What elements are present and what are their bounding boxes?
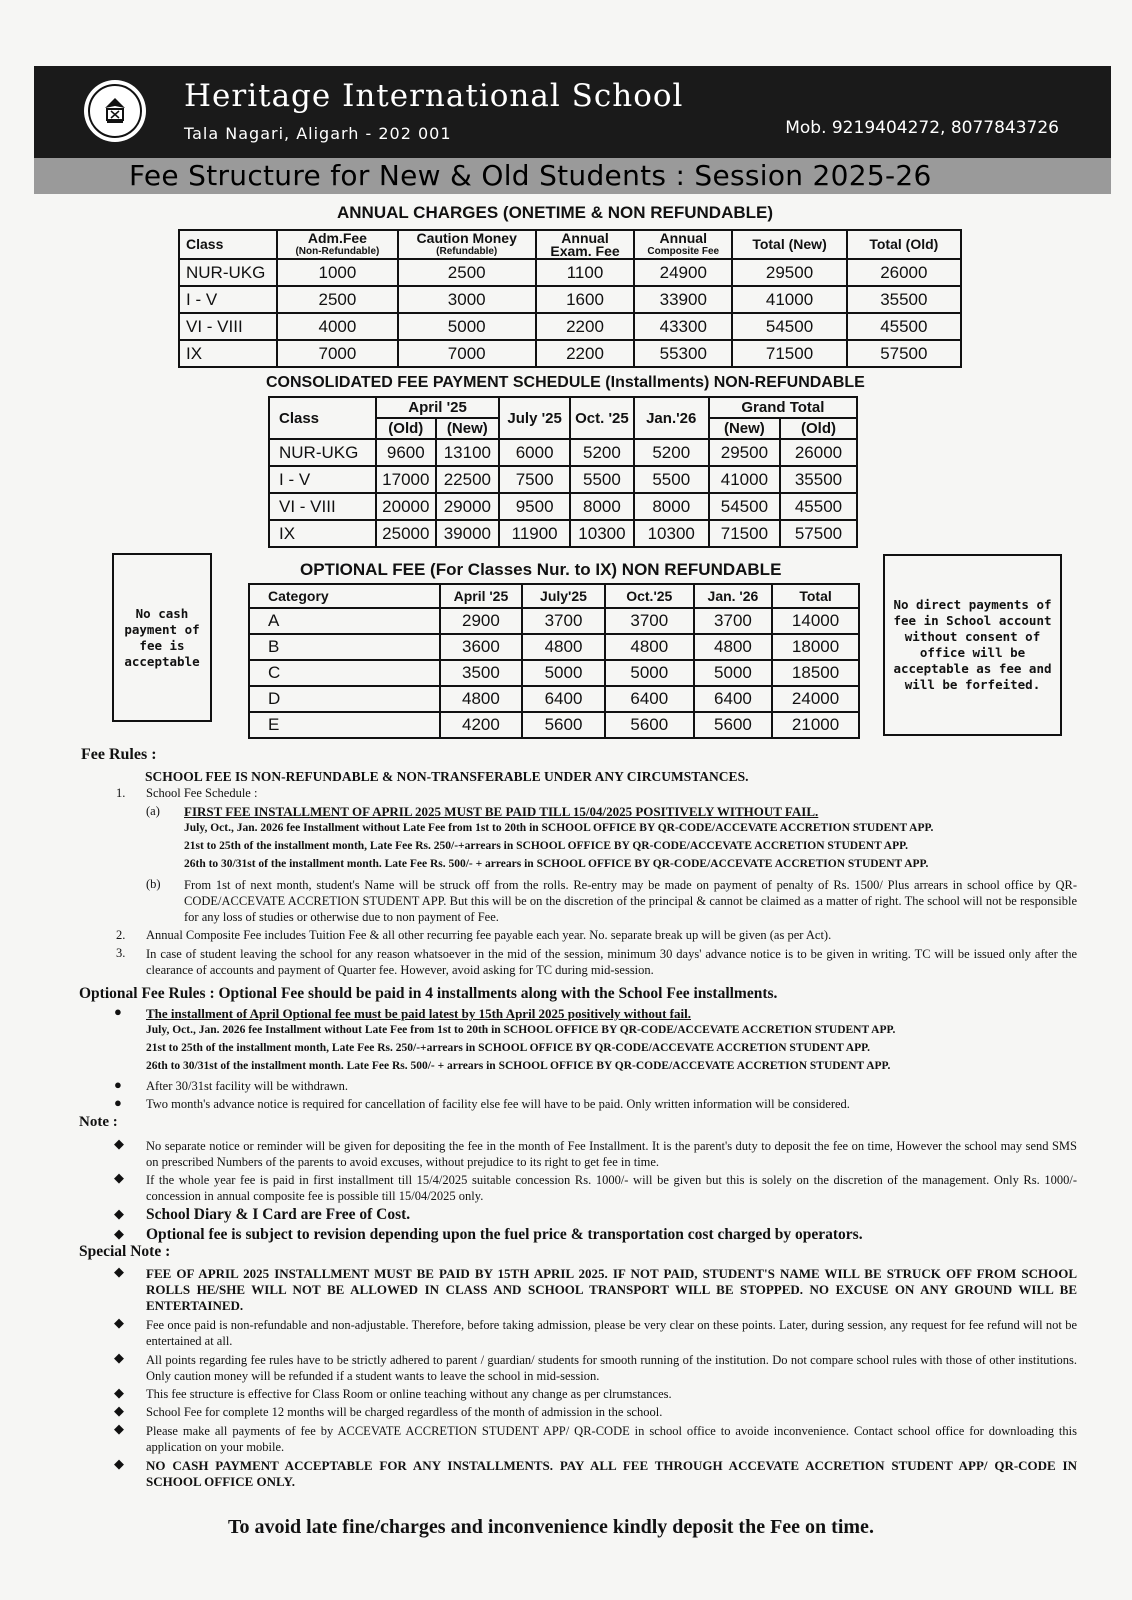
diamond-icon: ◆ xyxy=(114,1421,124,1436)
table-cell: 21000 xyxy=(772,712,859,738)
col-header: Adm.Fee (Non-Refundable) xyxy=(277,230,397,259)
bullet-icon: ● xyxy=(114,1004,122,1019)
table-cell: 10300 xyxy=(634,520,709,547)
optional-heading: OPTIONAL FEE (For Classes Nur. to IX) NON REFUNDABLE xyxy=(300,560,782,579)
table-cell: 5000 xyxy=(398,313,536,340)
diamond-icon: ◆ xyxy=(114,1206,124,1221)
table-cell: 29500 xyxy=(732,259,846,286)
col-header: Total (New) xyxy=(732,230,846,259)
col-header: April '25 xyxy=(376,397,499,418)
diamond-icon: ◆ xyxy=(114,1264,124,1279)
table-header-row xyxy=(249,584,859,608)
table-cell: 17000 xyxy=(376,466,436,493)
fee-rules-heading: Fee Rules : xyxy=(81,746,157,763)
special-note-5: School Fee for complete 12 months will be charged regardless of the month of admission in the school. xyxy=(146,1405,663,1419)
special-note-1: FEE OF APRIL 2025 INSTALLMENT MUST BE PAID BY 15TH APRIL 2025. IF NOT PAID, STUDENT'S NAME WILL BE STRUCK OFF FROM SCHOOL ROLLS HE/SHE WILL NOT BE ALLOWED IN CLASS AND SCHOOL TRANSPORT WILL BE STOPPED. NO EXCUSE ON ANY GROUND WILL BE ENTERTAINED. xyxy=(146,1266,1077,1313)
table-cell: 6400 xyxy=(522,686,605,712)
col-header: (Old) xyxy=(376,418,436,439)
diamond-icon: ◆ xyxy=(114,1136,124,1151)
table-cell: 3600 xyxy=(440,634,523,660)
fee-rule-a3: 26th to 30/31st of the installment month. Late Fee Rs. 500/- + arrears in SCHOOL OFFICE BY QR-CODE/ACCEVATE ACCRETION STUDENT APP. xyxy=(184,858,929,870)
optional-rule-1: The installment of April Optional fee must be paid latest by 15th April 2025 positively without fail. xyxy=(146,1006,691,1021)
table-cell: A xyxy=(249,608,440,634)
annual-heading: ANNUAL CHARGES (ONETIME & NON REFUNDABLE) xyxy=(337,203,774,222)
school-phone: Mob. 9219404272, 8077843726 xyxy=(785,118,1059,138)
table-row xyxy=(269,439,857,466)
table-row xyxy=(249,712,859,738)
table-cell: 4200 xyxy=(440,712,523,738)
table-cell: 10300 xyxy=(570,520,633,547)
diamond-icon: ◆ xyxy=(114,1170,124,1185)
table-cell: 3700 xyxy=(694,608,772,634)
table-cell: 9600 xyxy=(376,439,436,466)
note-3: School Diary & I Card are Free of Cost. xyxy=(146,1206,411,1223)
table-cell: 71500 xyxy=(732,340,846,367)
table-cell: 57500 xyxy=(847,340,961,367)
table-cell: 35500 xyxy=(780,466,857,493)
special-note-3: All points regarding fee rules have to be strictly adhered to parent / guardian/ students for smooth running of the institution. Do not compare school rules with those of other institutions. Only caution money will be refunded if a student wants to leave the school in mid-session. xyxy=(146,1353,1077,1383)
fee-rule-3: In case of student leaving the school for any reason whatsoever in the mid of the session, minimum 30 days' advance notice is to be given in writing. TC will be issued only after the clearance of accounts and payment of Quarter fee. However, avoid asking for TC during mid-session. xyxy=(146,947,1077,977)
table-cell: 13100 xyxy=(436,439,499,466)
diamond-icon: ◆ xyxy=(114,1385,124,1400)
list-number: (b) xyxy=(146,877,161,891)
no-cash-notice: No cash payment of fee is acceptable xyxy=(112,553,212,722)
table-cell: 9500 xyxy=(499,493,570,520)
table-cell: IX xyxy=(269,520,376,547)
table-row xyxy=(269,520,857,547)
optional-fee-table xyxy=(248,583,860,739)
table-cell: 1600 xyxy=(536,286,634,313)
table-row xyxy=(249,634,859,660)
col-header: Class xyxy=(269,397,376,439)
table-cell: 29500 xyxy=(709,439,780,466)
col-header: July '25 xyxy=(499,397,570,439)
note-1: No separate notice or reminder will be given for depositing the fee in the month of Fee Installment. It is the parent's duty to deposit the fee on time, However the school may send SMS on prescribed Numbers of the parents to avoid excuses, without prejudice to its right to get fee in time. xyxy=(146,1139,1077,1169)
table-cell: 18500 xyxy=(772,660,859,686)
table-cell: 55300 xyxy=(634,340,732,367)
table-cell: 6000 xyxy=(499,439,570,466)
table-cell: 5200 xyxy=(634,439,709,466)
col-header: (Old) xyxy=(780,418,857,439)
table-cell: 57500 xyxy=(780,520,857,547)
table-cell: 1100 xyxy=(536,259,634,286)
table-cell: 5600 xyxy=(694,712,772,738)
note-heading: Note : xyxy=(79,1114,118,1130)
table-row xyxy=(249,686,859,712)
table-header-row xyxy=(269,397,857,418)
table-cell: 4800 xyxy=(522,634,605,660)
note-4: Optional fee is subject to revision depending upon the fuel price & transportation cost charged by operators. xyxy=(146,1226,863,1243)
table-cell: 54500 xyxy=(709,493,780,520)
table-cell: 11900 xyxy=(499,520,570,547)
table-cell: 6400 xyxy=(605,686,694,712)
school-address: Tala Nagari, Aligarh - 202 001 xyxy=(184,124,452,143)
col-header: July'25 xyxy=(522,584,605,608)
table-cell: 45500 xyxy=(780,493,857,520)
table-cell: 8000 xyxy=(634,493,709,520)
table-cell: 7000 xyxy=(398,340,536,367)
table-cell: 6400 xyxy=(694,686,772,712)
table-cell: 2200 xyxy=(536,313,634,340)
table-row xyxy=(269,493,857,520)
crest-icon xyxy=(98,94,132,128)
list-number: (a) xyxy=(146,804,160,818)
diamond-icon: ◆ xyxy=(114,1350,124,1365)
table-cell: 35500 xyxy=(847,286,961,313)
table-cell: 22500 xyxy=(436,466,499,493)
table-cell: 39000 xyxy=(436,520,499,547)
optional-rule-1a: July, Oct., Jan. 2026 fee Installment without Late Fee from 1st to 20th in SCHOOL OFFICE BY QR-CODE/ACCEVATE ACCRETION STUDENT APP. xyxy=(146,1024,896,1036)
table-cell: 2900 xyxy=(440,608,523,634)
table-cell: I - V xyxy=(269,466,376,493)
optional-rule-2: After 30/31st facility will be withdrawn. xyxy=(146,1079,349,1093)
table-cell: 1000 xyxy=(277,259,397,286)
col-header: Category xyxy=(249,584,440,608)
table-cell: 5000 xyxy=(694,660,772,686)
special-note-7: NO CASH PAYMENT ACCEPTABLE FOR ANY INSTALLMENTS. PAY ALL FEE THROUGH ACCEVATE ACCRETION STUDENT APP/ QR-CODE IN SCHOOL OFFICE ONLY. xyxy=(146,1458,1077,1489)
diamond-icon: ◆ xyxy=(114,1226,124,1241)
page-title: Fee Structure for New & Old Students : Session 2025-26 xyxy=(129,159,932,192)
page-title-banner xyxy=(34,158,1111,194)
table-cell: 5500 xyxy=(634,466,709,493)
list-number: 3. xyxy=(116,946,126,960)
table-cell: 54500 xyxy=(732,313,846,340)
table-header-row xyxy=(179,230,961,259)
list-number: 1. xyxy=(116,786,126,800)
table-cell: I - V xyxy=(179,286,277,313)
fee-rule-a1: July, Oct., Jan. 2026 fee Installment without Late Fee from 1st to 20th in SCHOOL OFFICE BY QR-CODE/ACCEVATE ACCRETION STUDENT APP. xyxy=(184,822,934,834)
table-cell: 26000 xyxy=(780,439,857,466)
list-number: 2. xyxy=(116,928,126,942)
fee-schedule-label: School Fee Schedule : xyxy=(146,786,258,800)
bullet-icon: ● xyxy=(114,1095,122,1110)
table-cell: 25000 xyxy=(376,520,436,547)
note-2: If the whole year fee is paid in first installment till 15/4/2025 suitable concession Rs. 1000/- will be given but this is solely on the discretion of the management. Only Rs. 1000/- concession in annual composite fee is possible till 15/04/2025 only. xyxy=(146,1173,1077,1203)
table-row xyxy=(179,340,961,367)
diamond-icon: ◆ xyxy=(114,1315,124,1330)
table-cell: 3700 xyxy=(605,608,694,634)
table-cell: 20000 xyxy=(376,493,436,520)
table-cell: 5000 xyxy=(522,660,605,686)
school-name: Heritage International School xyxy=(184,78,684,114)
consolidated-heading: CONSOLIDATED FEE PAYMENT SCHEDULE (Installments) NON-REFUNDABLE xyxy=(266,374,865,391)
table-cell: 18000 xyxy=(772,634,859,660)
col-header: Jan. '26 xyxy=(694,584,772,608)
col-header: Oct.'25 xyxy=(605,584,694,608)
table-cell: 71500 xyxy=(709,520,780,547)
table-cell: VI - VIII xyxy=(269,493,376,520)
footer-reminder: To avoid late fine/charges and inconvenience kindly deposit the Fee on time. xyxy=(228,1516,874,1538)
col-header: Total (Old) xyxy=(847,230,961,259)
col-header: Total xyxy=(772,584,859,608)
table-row xyxy=(249,608,859,634)
table-cell: 5600 xyxy=(605,712,694,738)
no-direct-payment-notice: No direct payments of fee in School account without consent of office will be acceptable as fee and will be forfeited. xyxy=(883,554,1062,736)
optional-rule-1c: 26th to 30/31st of the installment month. Late Fee Rs. 500/- + arrears in SCHOOL OFFICE BY QR-CODE/ACCEVATE ACCRETION STUDENT APP. xyxy=(146,1060,891,1072)
special-note-6: Please make all payments of fee by ACCEVATE ACCRETION STUDENT APP/ QR-CODE in school office to avoide inconvenience. Contact school office for downloading this application on your mobile. xyxy=(146,1424,1077,1454)
table-cell: 2500 xyxy=(277,286,397,313)
table-cell: 24900 xyxy=(634,259,732,286)
col-header: Class xyxy=(179,230,277,259)
table-cell: 7000 xyxy=(277,340,397,367)
table-cell: NUR-UKG xyxy=(179,259,277,286)
table-cell: 14000 xyxy=(772,608,859,634)
table-cell: 4800 xyxy=(440,686,523,712)
optional-rule-3: Two month's advance notice is required for cancellation of facility else fee will have to be paid. Only written information will be considered. xyxy=(146,1097,850,1111)
special-note-4: This fee structure is effective for Class Room or online teaching without any change as per clrumstances. xyxy=(146,1387,672,1401)
table-cell: 5200 xyxy=(570,439,633,466)
table-cell: 24000 xyxy=(772,686,859,712)
col-header: Oct. '25 xyxy=(570,397,633,439)
table-cell: 5600 xyxy=(522,712,605,738)
col-header: (New) xyxy=(436,418,499,439)
table-cell: 5500 xyxy=(570,466,633,493)
school-logo xyxy=(84,80,146,142)
annual-charges-table xyxy=(178,229,962,368)
table-cell: 4800 xyxy=(605,634,694,660)
table-cell: 3700 xyxy=(522,608,605,634)
table-cell: 45500 xyxy=(847,313,961,340)
table-row xyxy=(249,660,859,686)
table-cell: D xyxy=(249,686,440,712)
table-row xyxy=(269,466,857,493)
table-cell: 3000 xyxy=(398,286,536,313)
table-cell: IX xyxy=(179,340,277,367)
table-cell: 4800 xyxy=(694,634,772,660)
fee-rule-b: From 1st of next month, student's Name will be struck off from the rolls. Re-entry may be made on payment of penalty of Rs. 1500/ Plus arrears in school office by QR-CODE/ACCEVATE ACCRETION STUDENT APP. But this will be on the discretion of the principal & cannot be claimed as a matter of right. The school will not be responsible for any loss of studies or otherwise due to non payment of Fee. xyxy=(184,878,1077,924)
table-cell: 7500 xyxy=(499,466,570,493)
col-header: April '25 xyxy=(440,584,523,608)
col-header: Grand Total xyxy=(709,397,857,418)
table-row xyxy=(179,259,961,286)
table-cell: 2500 xyxy=(398,259,536,286)
table-cell: 4000 xyxy=(277,313,397,340)
fee-rule-a-title: FIRST FEE INSTALLMENT OF APRIL 2025 MUST BE PAID TILL 15/04/2025 POSITIVELY WITHOUT FAIL. xyxy=(184,804,819,819)
table-cell: 26000 xyxy=(847,259,961,286)
table-cell: 5000 xyxy=(605,660,694,686)
optional-rule-1b: 21st to 25th of the installment month, Late Fee Rs. 250/-+arrears in SCHOOL OFFICE BY QR-CODE/ACCEVATE ACCRETION STUDENT APP. xyxy=(146,1042,870,1054)
table-cell: 43300 xyxy=(634,313,732,340)
table-cell: 33900 xyxy=(634,286,732,313)
col-header: Jan.'26 xyxy=(634,397,709,439)
table-cell: VI - VIII xyxy=(179,313,277,340)
col-header: Annual Exam. Fee xyxy=(536,230,634,259)
table-row xyxy=(179,286,961,313)
fee-rule-2: Annual Composite Fee includes Tuition Fee & all other recurring fee payable each year. No. separate break up will be given (as per Act). xyxy=(146,928,832,942)
diamond-icon: ◆ xyxy=(114,1403,124,1418)
table-cell: NUR-UKG xyxy=(269,439,376,466)
table-cell: 3500 xyxy=(440,660,523,686)
diamond-icon: ◆ xyxy=(114,1456,124,1471)
optional-rules-heading: Optional Fee Rules : Optional Fee should be paid in 4 installments along with the School Fee installments. xyxy=(79,985,778,1002)
table-cell: 41000 xyxy=(709,466,780,493)
school-header xyxy=(34,66,1111,158)
special-note-heading: Special Note : xyxy=(79,1243,171,1260)
table-cell: 8000 xyxy=(570,493,633,520)
table-cell: 29000 xyxy=(436,493,499,520)
table-cell: 41000 xyxy=(732,286,846,313)
bullet-icon: ● xyxy=(114,1077,122,1092)
fee-rules-intro: SCHOOL FEE IS NON-REFUNDABLE & NON-TRANSFERABLE UNDER ANY CIRCUMSTANCES. xyxy=(145,769,749,784)
special-note-2: Fee once paid is non-refundable and non-adjustable. Therefore, before taking admission, please be very clear on these points. Later, during session, any request for fee refund will not be entertained at all. xyxy=(146,1318,1077,1348)
col-header: Caution Money (Refundable) xyxy=(398,230,536,259)
col-header: Annual Composite Fee xyxy=(634,230,732,259)
table-row xyxy=(179,313,961,340)
table-cell: E xyxy=(249,712,440,738)
col-header: (New) xyxy=(709,418,780,439)
table-cell: C xyxy=(249,660,440,686)
consolidated-schedule-table xyxy=(268,396,858,548)
fee-rule-a2: 21st to 25th of the installment month, Late Fee Rs. 250/-+arrears in SCHOOL OFFICE BY QR-CODE/ACCEVATE ACCRETION STUDENT APP. xyxy=(184,840,908,852)
table-cell: 2200 xyxy=(536,340,634,367)
table-cell: B xyxy=(249,634,440,660)
